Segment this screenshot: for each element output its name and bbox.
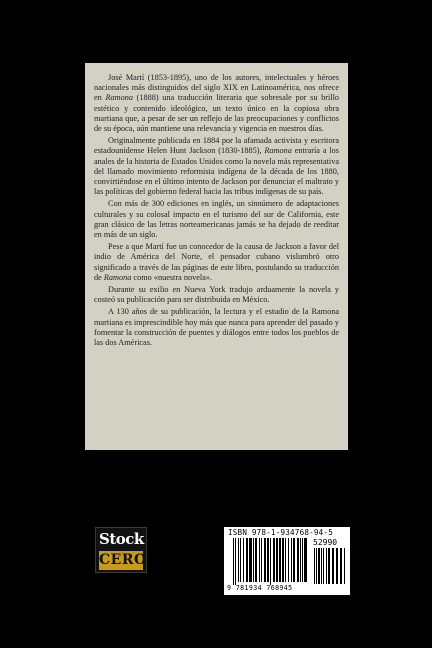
book-title-ramona: Ramona	[103, 272, 132, 282]
blurb-paragraph-4	[94, 242, 339, 283]
blurb-paragraph-5	[94, 285, 339, 305]
blurb-panel	[85, 63, 348, 450]
price-code: 52990	[313, 538, 338, 547]
blurb-text: Con más de 300 ediciones en inglés, un sinnúmero de adaptaciones culturales y su colosal impacto en el turismo del sur de California, este gran clásico de las letras norteamericanas jamás se ha dejado de reeditar en más de un siglo.	[94, 199, 339, 240]
blurb-paragraph-3	[94, 199, 339, 240]
logo-word-stock: Stock	[99, 530, 144, 548]
blurb-paragraph-6	[94, 307, 339, 348]
book-title-ramona: Ramona	[105, 93, 133, 103]
blurb-text: (1888) una traducción literaria que sobresale por su brillo estético y contenido ideológico, un texto único en la copiosa obra martiana que, a pesar de ser un reflejo de las preocupaciones y conflictos de su época, aún mantiene una relevancia y vigencia en nuestros días.	[94, 93, 340, 134]
publisher-logo	[95, 527, 147, 573]
isbn-label: ISBN 978-1-934768-94-5	[228, 528, 333, 537]
blurb-text: entraría a los anales de la historia de Estados Unidos como la novela más representativa del llamado movimiento reformista indígena de la década de los 1880, convirtiéndose en el último intento de Jackson por denunciar el maltrato y las políticas del gobierno federal hacia las tribus indígenas de su país.	[94, 146, 339, 197]
logo-word-cero: CERO	[99, 552, 147, 568]
barcode-digits: 9 781934 768945	[227, 584, 293, 592]
blurb-text: Pese a que Martí fue un conocedor de la causa de Jackson a favor del indio de América del Norte, el pensador cubano vislumbró otro significado a través de las páginas de este libro, postulando su traducción de	[94, 242, 339, 282]
blurb-text: como «nuestra novela».	[131, 272, 213, 282]
blurb-text: Originalmente publicada en 1884 por la afamada activista y escritora estadounidense Helen Hunt Jackson (1830-1885),	[94, 136, 339, 156]
blurb-paragraph-1	[94, 73, 339, 134]
isbn-barcode	[224, 527, 350, 595]
blurb-text: José Martí (1853-1895), uno de los autores, intelectuales y héroes nacionales más distinguidos del siglo XIX en Latinoamérica, nos ofrece en	[94, 73, 339, 103]
blurb-paragraph-2	[94, 136, 339, 197]
blurb-text: Durante su exilio en Nueva York tradujo arduamente la novela y costeó su publicación para ser distribuida en México.	[94, 285, 339, 305]
blurb-text: A 130 años de su publicación, la lectura y el estudio de la Ramona martiana es imprescindible hoy más que nunca para aprender del pasado y fomentar la construcción de puentes y diálogos entre todos los pueblos de las dos Américas.	[94, 307, 339, 348]
book-title-ramona: Ramona	[264, 146, 292, 156]
